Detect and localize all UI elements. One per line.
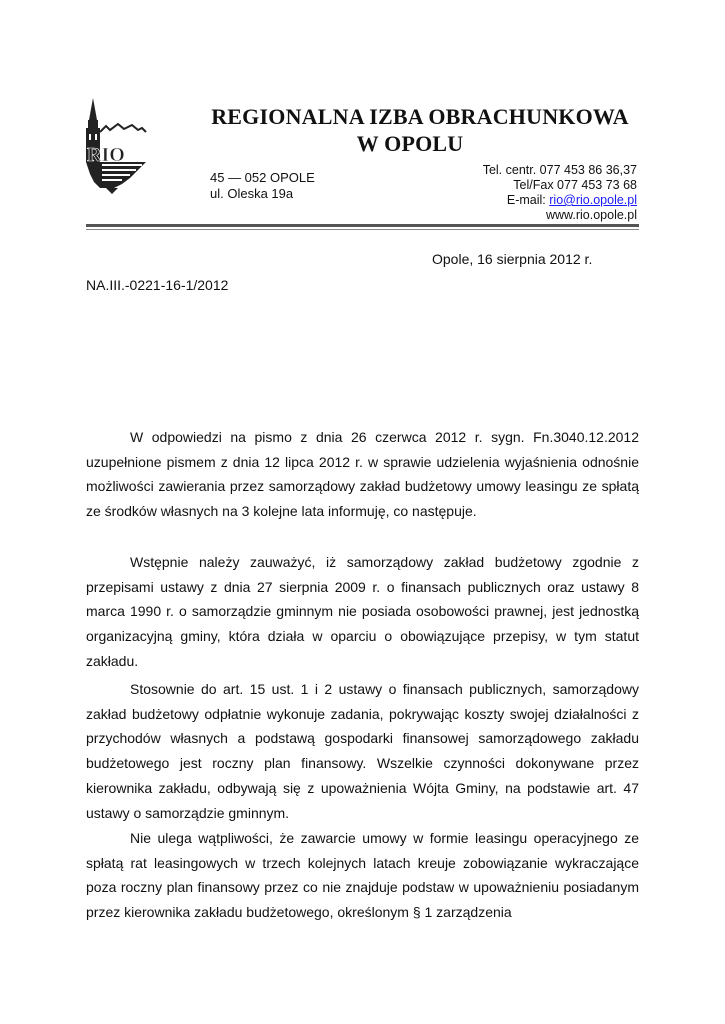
paragraph-text: Wstępnie należy zauważyć, iż samorządowy zakład budżetowy zgodnie z przepisami ustawy z dnia 27 sierpnia 2009 r. o finansach publicznych oraz ustawy 8 marca 1990 r. o samorządzie gminnym nie posiada osobowości prawnej, jest jednostką organizacyjną gminy, która działa w oparciu o obowiązujące przepisy, w tym statut zakładu. — [86, 554, 639, 669]
paragraph — [86, 425, 639, 524]
org-city: W OPOLU — [356, 131, 464, 156]
phone-central: Tel. centr. 077 453 86 36,37 — [482, 163, 637, 177]
paragraph — [86, 677, 639, 825]
street-address: ul. Oleska 19a — [210, 186, 294, 201]
letter-date: Opole, 16 sierpnia 2012 r. — [432, 251, 593, 267]
website[interactable]: www.rio.opole.pl — [545, 208, 637, 222]
email-label: E-mail: — [506, 193, 550, 207]
case-signature: NA.III.-0221-16-1/2012 — [86, 277, 229, 293]
paragraph — [86, 550, 639, 674]
header-divider-thin — [86, 229, 639, 230]
rio-logo — [80, 98, 152, 194]
paragraph — [86, 826, 639, 925]
paragraph-text: W odpowiedzi na pismo z dnia 26 czerwca 2012 r. sygn. Fn.3040.12.2012 uzupełnione pismem z dnia 12 lipca 2012 r. w sprawie udzielenia wyjaśnienia odnośnie możliwości zawierania przez samorządowy zakład budżetowy umowy leasingu ze spłatą ze środków własnych na 3 kolejne lata informuję, co następuje. — [86, 429, 639, 520]
email-line — [507, 193, 637, 207]
paragraph-text: Nie ulega wątpliwości, że zawarcie umowy w formie leasingu operacyjnego ze spłatą rat leasingowych w trzech kolejnych latach kreuje zobowiązanie wykraczające poza roczny plan finansowy przez co nie znajduje podstaw w upoważnieniu posiadanym przez kierownika zakładu budżetowego, określonym § 1 zarządzenia — [86, 830, 639, 921]
phone-fax: Tel/Fax 077 453 73 68 — [513, 178, 637, 192]
paragraph-text: Stosownie do art. 15 ust. 1 i 2 ustawy o finansach publicznych, samorządowy zakład budżetowy odpłatnie wykonuje zadania, pokrywając koszty swojej działalności z przychodów własnych a podstawą gospodarki finansowej samorządowego zakładu budżetowego jest roczny plan finansowy. Wszelkie czynności dokonywane przez kierownika zakładu, odbywają się z upoważnienia Wójta Gminy, na podstawie art. 47 ustawy o samorządzie gminnym. — [86, 681, 639, 821]
email-link[interactable]: rio@rio.opole.pl — [549, 193, 637, 207]
postal-code: 45 — 052 OPOLE — [210, 170, 315, 185]
org-name: REGIONALNA IZBA OBRACHUNKOWA — [211, 104, 629, 129]
header-divider — [86, 224, 639, 227]
logo-text: RIO — [87, 144, 125, 166]
